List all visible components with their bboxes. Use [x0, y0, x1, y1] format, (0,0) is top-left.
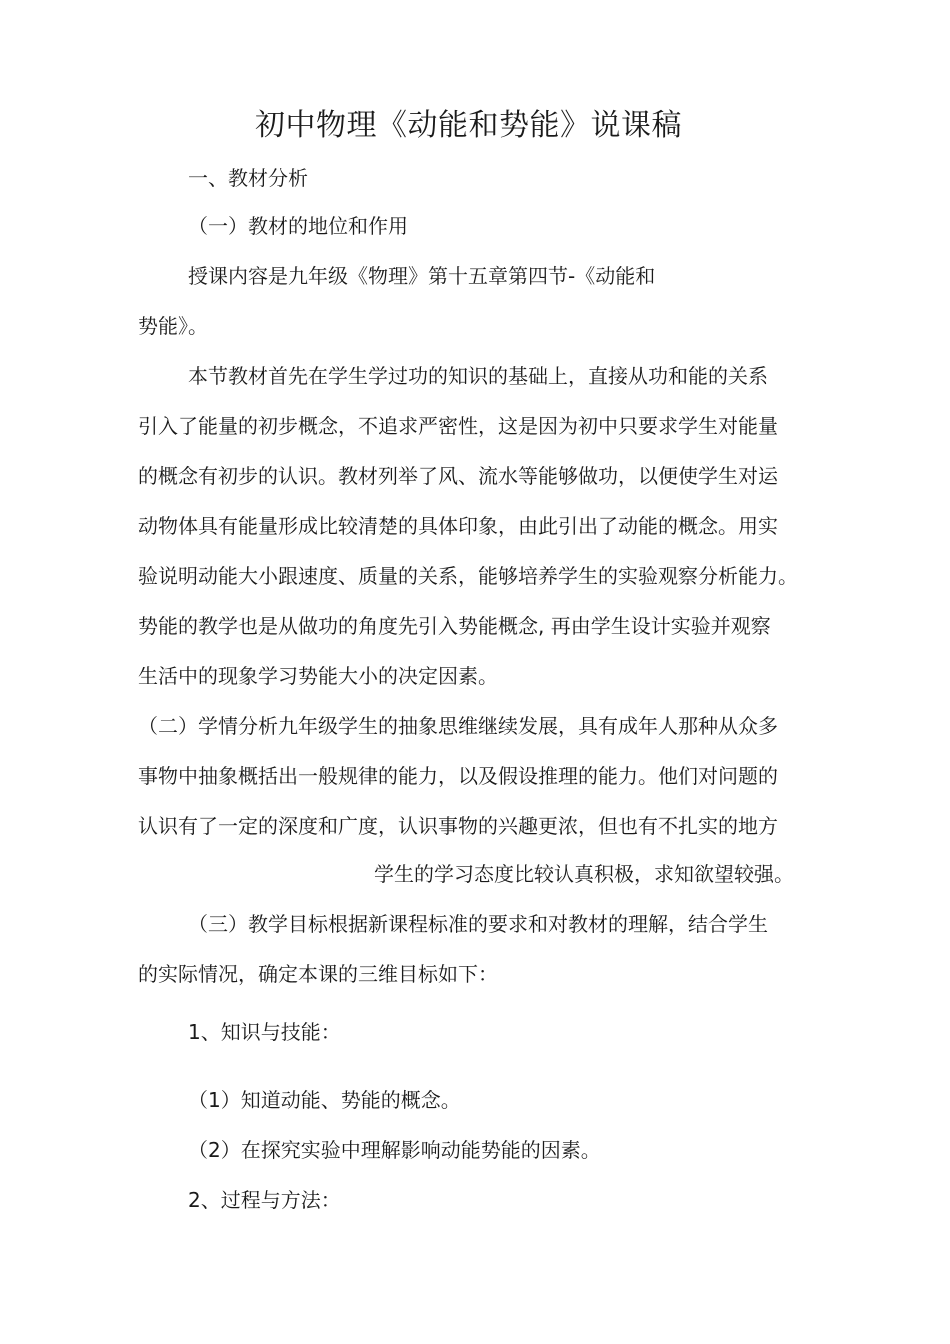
paragraph-line: 本节教材首先在学生学过功的知识的基础上，直接从功和能的关系	[188, 364, 768, 388]
paragraph-line: 动物体具有能量形成比较清楚的具体印象，由此引出了动能的概念。用实	[138, 514, 778, 538]
goal-heading-process-method: 2、过程与方法：	[188, 1188, 341, 1212]
paragraph-line: 的概念有初步的认识。教材列举了风、流水等能够做功，以便使学生对运	[138, 464, 778, 488]
subsection-heading-status-role: （一）教材的地位和作用	[188, 214, 408, 238]
paragraph-line: （三）教学目标根据新课程标准的要求和对教材的理解，结合学生	[188, 912, 768, 936]
list-item: （2）在探究实验中理解影响动能势能的因素。	[188, 1138, 601, 1162]
paragraph-line: 引入了能量的初步概念，不追求严密性，这是因为初中只要求学生对能量	[138, 414, 778, 438]
paragraph-line: 学生的学习态度比较认真积极，求知欲望较强。	[374, 862, 794, 886]
paragraph-line: 认识有了一定的深度和广度，认识事物的兴趣更浓，但也有不扎实的地方	[138, 814, 778, 838]
list-item: （1）知道动能、势能的概念。	[188, 1088, 461, 1112]
goal-heading-knowledge-skills: 1、知识与技能：	[188, 1020, 341, 1044]
paragraph-line: （二）学情分析九年级学生的抽象思维继续发展，具有成年人那种从众多	[138, 714, 778, 738]
paragraph-line: 生活中的现象学习势能大小的决定因素。	[138, 664, 498, 688]
document-title: 初中物理《动能和势能》说课稿	[255, 108, 682, 143]
paragraph-line: 授课内容是九年级《物理》第十五章第四节-《动能和	[188, 264, 656, 288]
paragraph-line: 事物中抽象概括出一般规律的能力，以及假设推理的能力。他们对问题的	[138, 764, 778, 788]
paragraph-line: 验说明动能大小跟速度、质量的关系，能够培养学生的实验观察分析能力。	[138, 564, 798, 588]
paragraph-line: 势能的教学也是从做功的角度先引入势能概念, 再由学生设计实验并观察	[138, 614, 771, 638]
paragraph-line: 势能》。	[138, 314, 208, 338]
paragraph-line: 的实际情况，确定本课的三维目标如下：	[138, 962, 498, 986]
section-heading-textbook-analysis: 一、教材分析	[188, 166, 308, 190]
